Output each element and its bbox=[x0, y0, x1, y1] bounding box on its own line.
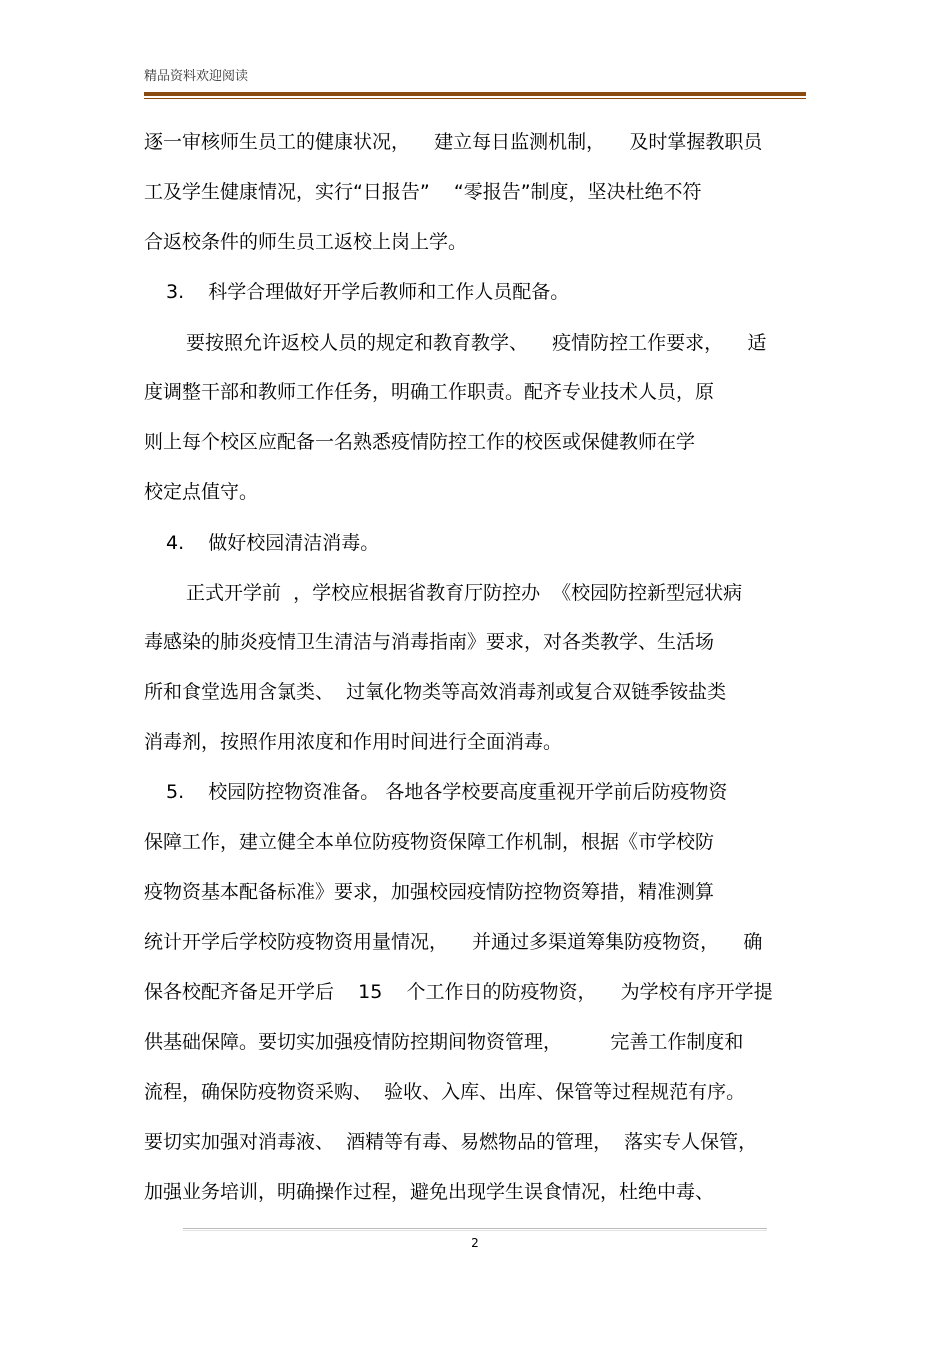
text-line: 正式开学前 ，学校应根据省教育厅防控办 《校园防控新型冠状病 bbox=[186, 582, 743, 604]
text-line: 加强业务培训，明确操作过程，避免出现学生误食情况，杜绝中毒、 bbox=[144, 1181, 715, 1203]
text-line: 校定点值守。 bbox=[144, 481, 259, 503]
list-item-heading: 4. 做好校园清洁消毒。 bbox=[166, 532, 380, 554]
text-line: 供基础保障。要切实加强疫情防控期间物资管理， 完善工作制度和 bbox=[144, 1031, 744, 1053]
text-line: 度调整干部和教师工作任务，明确工作职责。配齐专业技术人员，原 bbox=[144, 381, 715, 403]
text-line: 工及学生健康情况，实行“日报告” “零报告”制度，坚决杜绝不符 bbox=[144, 181, 702, 203]
text-line: 消毒剂，按照作用浓度和作用时间进行全面消毒。 bbox=[144, 731, 563, 753]
list-item-heading: 3. 科学合理做好开学后教师和工作人员配备。 bbox=[166, 281, 570, 303]
text-line: 保障工作，建立健全本单位防疫物资保障工作机制，根据《市学校防 bbox=[144, 831, 715, 853]
page-number: 2 bbox=[471, 1236, 479, 1250]
list-item-heading: 5. 校园防控物资准备。 各地各学校要高度重视开学前后防疫物资 bbox=[166, 781, 728, 803]
text-line: 保各校配齐备足开学后 15 个工作日的防疫物资， 为学校有序开学提 bbox=[144, 981, 773, 1003]
text-line: 合返校条件的师生员工返校上岗上学。 bbox=[144, 231, 468, 253]
text-line: 逐一审核师生员工的健康状况， 建立每日监测机制， 及时掌握教职员 bbox=[144, 131, 763, 153]
text-line: 要按照允许返校人员的规定和教育教学、 疫情防控工作要求， 适 bbox=[186, 332, 767, 354]
text-line: 流程，确保防疫物资采购、 验收、入库、出库、保管等过程规范有序。 bbox=[144, 1081, 746, 1103]
header-rule bbox=[144, 92, 806, 96]
footer-rule-shadow bbox=[183, 1230, 767, 1231]
text-line: 毒感染的肺炎疫情卫生清洁与消毒指南》要求，对各类教学、生活场 bbox=[144, 631, 715, 653]
header-rule-thin bbox=[144, 98, 806, 99]
text-line: 统计开学后学校防疫物资用量情况， 并通过多渠道筹集防疫物资， 确 bbox=[144, 931, 763, 953]
text-line: 则上每个校区应配备一名熟悉疫情防控工作的校医或保健教师在学 bbox=[144, 431, 696, 453]
header-text: 精品资料欢迎阅读 bbox=[144, 69, 249, 84]
footer-rule bbox=[183, 1228, 767, 1229]
text-line: 要切实加强对消毒液、 酒精等有毒、易燃物品的管理， 落实专人保管， bbox=[144, 1131, 758, 1153]
text-line: 所和食堂选用含氯类、 过氧化物类等高效消毒剂或复合双链季铵盐类 bbox=[144, 681, 727, 703]
text-line: 疫物资基本配备标准》要求，加强校园疫情防控物资筹措，精准测算 bbox=[144, 881, 715, 903]
